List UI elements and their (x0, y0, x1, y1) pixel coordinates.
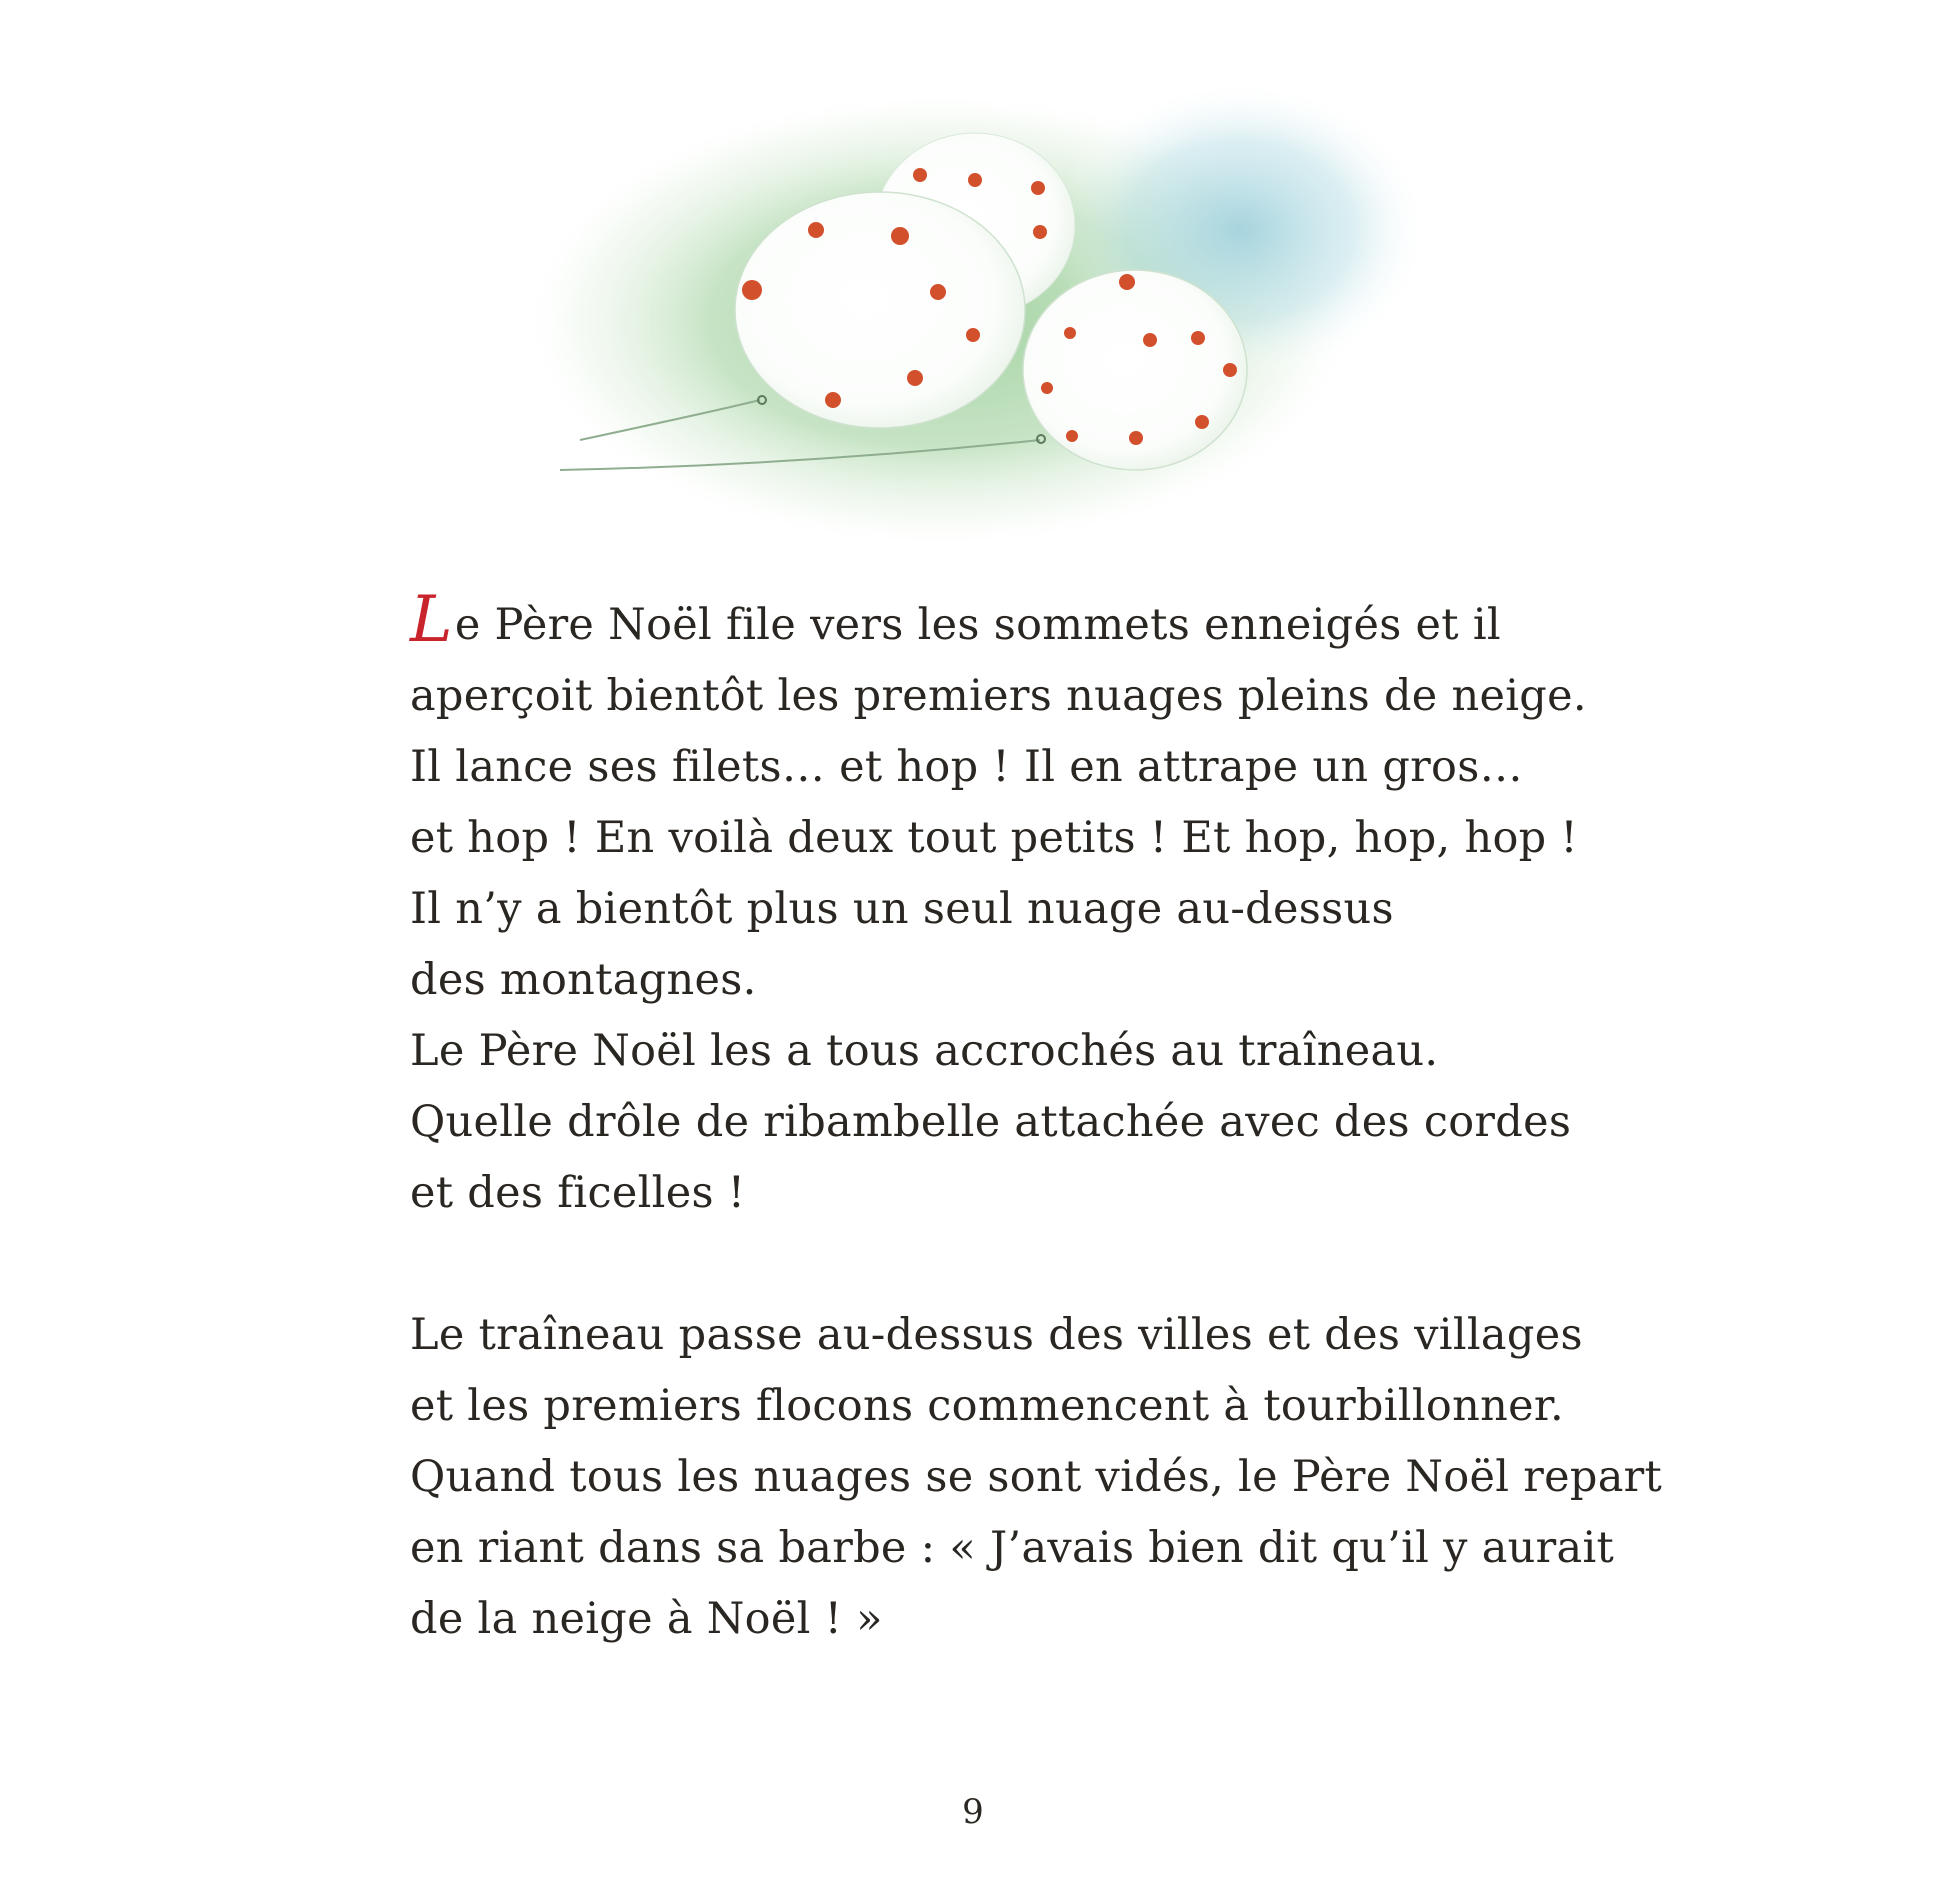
cloud-dot (930, 284, 946, 300)
story-line: Il n’y a bientôt plus un seul nuage au-dessus (410, 884, 1394, 934)
story-line: et des ficelles ! (410, 1168, 746, 1218)
cloud-dot (808, 222, 824, 238)
cloud-dot (1066, 430, 1078, 442)
story-line: aperçoit bientôt les premiers nuages pleins de neige. (410, 671, 1587, 721)
story-line: de la neige à Noël ! » (410, 1594, 883, 1644)
story-paragraph-2 (410, 1300, 1663, 1655)
story-line: Le Père Noël les a tous accrochés au traîneau. (410, 1026, 1439, 1076)
story-line-text: e Père Noël file vers les sommets enneigés et il (454, 600, 1501, 650)
story-line: Quand tous les nuages se sont vidés, le Père Noël repart (410, 1452, 1663, 1502)
cloud-large (735, 192, 1025, 428)
cloud-dot (1195, 415, 1209, 429)
page-number: 9 (962, 1792, 984, 1832)
cloud-dot (1191, 331, 1205, 345)
story-line: Il lance ses filets… et hop ! Il en attrape un gros… (410, 742, 1523, 792)
cloud-dot (1129, 431, 1143, 445)
cloud-dot (742, 280, 762, 300)
cloud-dot (966, 328, 980, 342)
cloud-dot (891, 227, 909, 245)
story-line (410, 583, 1610, 661)
cloud-dot (1223, 363, 1237, 377)
story-text (410, 583, 1663, 1655)
cloud-dot (825, 392, 841, 408)
cloud-dot (913, 168, 927, 182)
cloud-dot (1064, 327, 1076, 339)
cloud-dot (1119, 274, 1135, 290)
story-line: des montagnes. (410, 955, 757, 1005)
cloud-dot (968, 173, 982, 187)
story-line: et les premiers flocons commencent à tourbillonner. (410, 1381, 1564, 1431)
drop-cap: L (410, 583, 453, 657)
cloud-dot (1143, 333, 1157, 347)
cloud-dot (1031, 181, 1045, 195)
story-line: en riant dans sa barbe : « J’avais bien dit qu’il y aurait (410, 1523, 1615, 1573)
story-paragraph-1 (410, 583, 1610, 1229)
story-line: et hop ! En voilà deux tout petits ! Et hop, hop, hop ! (410, 813, 1579, 863)
snow-clouds-illustration (520, 70, 1440, 570)
cloud-dot (1041, 382, 1053, 394)
cloud-dot (907, 370, 923, 386)
story-line: Quelle drôle de ribambelle attachée avec des cordes (410, 1097, 1572, 1147)
cloud-dot (1033, 225, 1047, 239)
story-line: Le traîneau passe au-dessus des villes et des villages (410, 1310, 1583, 1360)
